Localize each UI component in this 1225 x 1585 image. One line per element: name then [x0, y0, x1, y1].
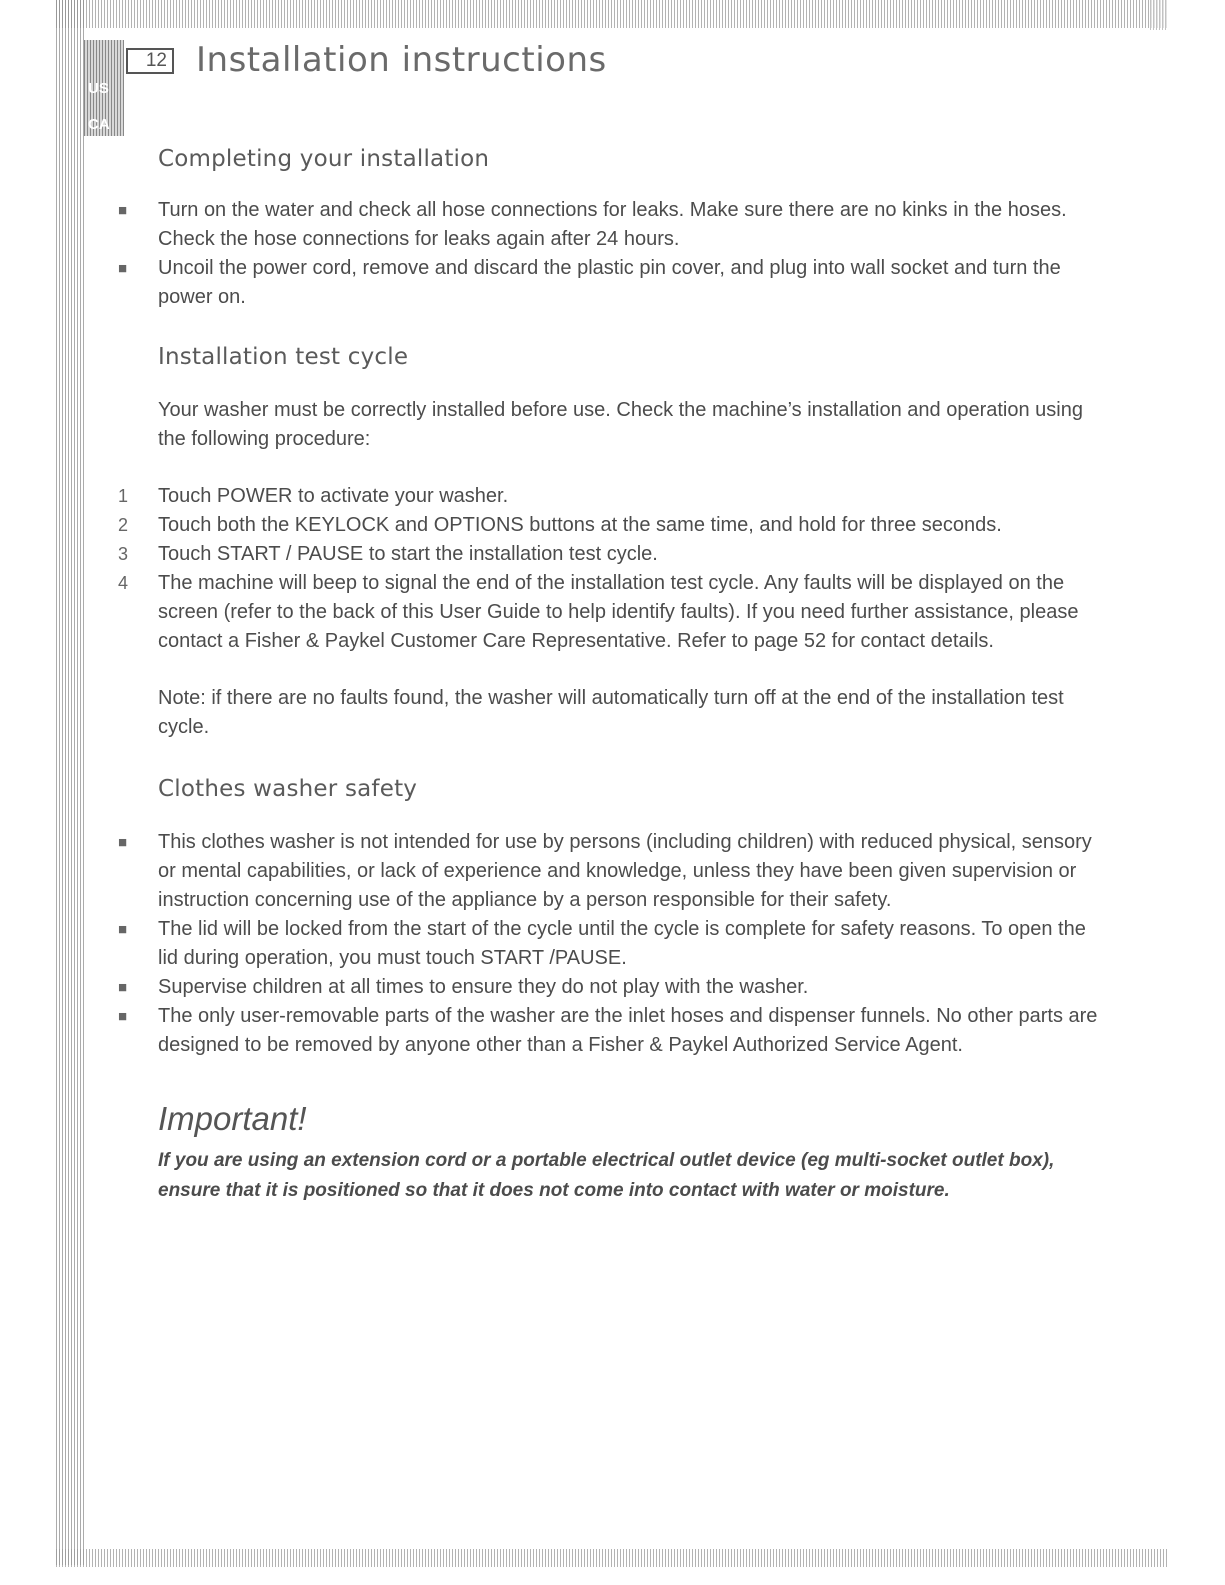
scan-edge-top	[56, 0, 1168, 28]
important-heading: Important!	[158, 1100, 307, 1137]
lang-us: US	[88, 80, 109, 97]
list-item-text: Uncoil the power cord, remove and discard the plastic pin cover, and plug into wall socket and turn the power on.	[158, 257, 1061, 308]
language-tab	[84, 40, 124, 136]
scan-edge-right	[1150, 0, 1168, 30]
list-item	[110, 196, 1100, 254]
scan-edge-left	[56, 0, 84, 1565]
bullet-icon: ■	[118, 1008, 128, 1025]
test-cycle-steps	[110, 482, 1100, 656]
completing-list	[110, 196, 1100, 312]
list-item	[110, 915, 1100, 973]
list-item-text: Turn on the water and check all hose connections for leaks. Make sure there are no kinks in the hoses. Check the hose connections for leaks again after 24 hours.	[158, 199, 1067, 250]
important-text: If you are using an extension cord or a portable electrical outlet device (eg multi-socket outlet box), ensure that it is positioned so that it does not come into contact with water or moisture.	[158, 1150, 1055, 1201]
bullet-icon: ■	[118, 260, 128, 277]
list-item	[110, 1002, 1100, 1060]
list-item-text: The lid will be locked from the start of the cycle until the cycle is complete for safety reasons. To open the lid during operation, you must touch START /PAUSE.	[158, 918, 1086, 969]
list-item-text: Supervise children at all times to ensure they do not play with the washer.	[158, 976, 809, 998]
list-item-text: The machine will beep to signal the end of the installation test cycle. Any faults will be displayed on the screen (refer to the back of this User Guide to help identify faults). If you need further assistance, please contact a Fisher & Paykel Customer Care Representative. Refer to page 52 for contact details.	[158, 572, 1079, 652]
step-number: 2	[118, 515, 129, 535]
list-item-text: The only user-removable parts of the washer are the inlet hoses and dispenser funnels. No other parts are designed to be removed by anyone other than a Fisher & Paykel Authorized Service Agent.	[158, 1005, 1098, 1056]
test-cycle-note: Note: if there are no faults found, the washer will automatically turn off at the end of the installation test cycle.	[158, 687, 1064, 738]
page-content	[110, 144, 1100, 1206]
bullet-icon: ■	[118, 979, 128, 996]
list-item-text: This clothes washer is not intended for use by persons (including children) with reduced physical, sensory or mental capabilities, or lack of experience and knowledge, unless they have been given supervision or instruction concerning use of the appliance by a person responsible for their safety.	[158, 831, 1092, 911]
scan-edge-bottom	[56, 1549, 1168, 1567]
list-item	[110, 482, 1100, 511]
bullet-icon: ■	[118, 834, 128, 851]
list-item-text: Touch POWER to activate your washer.	[158, 485, 509, 507]
list-item-text: Touch START / PAUSE to start the installation test cycle.	[158, 543, 658, 565]
list-item	[110, 254, 1100, 312]
list-item	[110, 828, 1100, 915]
safety-list	[110, 828, 1100, 1060]
bullet-icon: ■	[118, 921, 128, 938]
list-item-text: Touch both the KEYLOCK and OPTIONS buttons at the same time, and hold for three seconds.	[158, 514, 1002, 536]
step-number: 1	[118, 486, 129, 506]
lang-ca: CA	[88, 116, 110, 133]
test-cycle-intro: Your washer must be correctly installed before use. Check the machine’s installation and operation using the following procedure:	[158, 399, 1083, 450]
list-item	[110, 973, 1100, 1002]
list-item	[110, 511, 1100, 540]
list-item	[110, 569, 1100, 656]
heading-completing: Completing your installation	[158, 146, 490, 172]
heading-safety: Clothes washer safety	[158, 776, 418, 802]
step-number: 3	[118, 544, 129, 564]
list-item	[110, 540, 1100, 569]
heading-test-cycle: Installation test cycle	[158, 344, 409, 370]
step-number: 4	[118, 573, 129, 593]
page-title: Installation instructions	[196, 40, 607, 80]
page-number: 12	[126, 48, 174, 74]
bullet-icon: ■	[118, 202, 128, 219]
